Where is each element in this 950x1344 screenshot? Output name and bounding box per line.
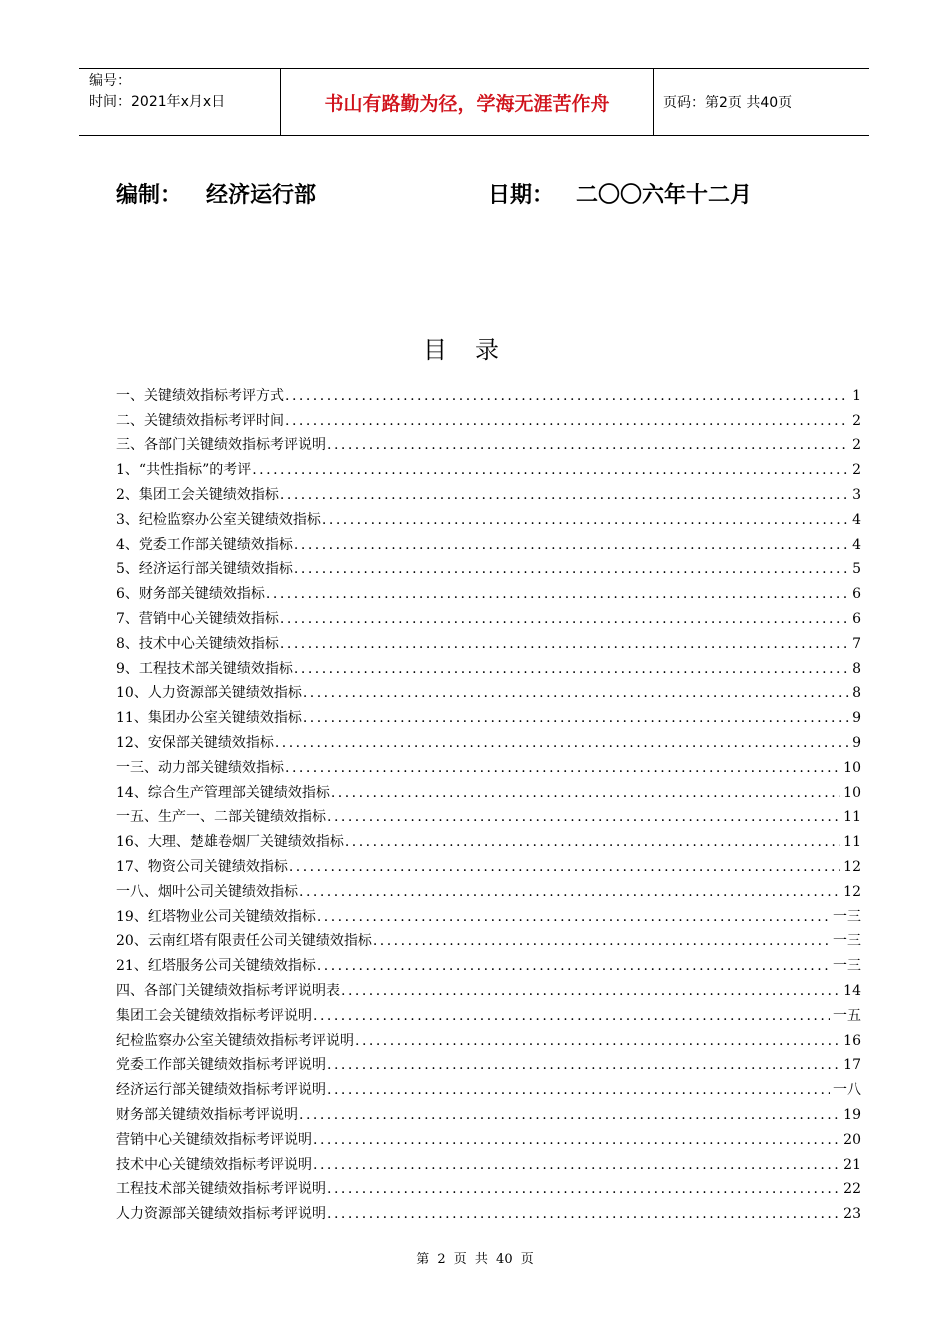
toc-entry-page: 21 — [843, 1156, 861, 1173]
toc-entry-page: 10 — [843, 759, 861, 776]
toc-entry-page: 3 — [852, 486, 861, 503]
toc-entry-title: 11、集团办公室关键绩效指标 — [116, 710, 302, 727]
toc-entry-page: 11 — [843, 834, 861, 851]
toc-entry-title: 营销中心关键绩效指标考评说明 — [116, 1131, 312, 1148]
toc-entry-title: 党委工作部关键绩效指标考评说明 — [116, 1057, 326, 1074]
toc-entry[interactable] — [116, 1099, 861, 1124]
toc-entry-title: 一三、动力部关键绩效指标 — [116, 759, 284, 776]
toc-entry-page: 12 — [843, 883, 861, 900]
toc-entry-page: 8 — [852, 685, 861, 702]
toc-leader-dots — [327, 1081, 830, 1099]
toc-entry[interactable] — [116, 504, 861, 529]
toc-entry[interactable] — [116, 1124, 861, 1149]
toc-leader-dots — [285, 412, 849, 430]
toc-entry-title: 财务部关键绩效指标考评说明 — [116, 1106, 298, 1123]
toc-title: 目录 — [423, 336, 527, 364]
toc-entry-title: 经济运行部关键绩效指标考评说明 — [116, 1082, 326, 1099]
header-meta — [79, 69, 281, 135]
toc-entry-page: 9 — [852, 734, 861, 751]
toc-leader-dots — [327, 436, 849, 454]
toc-entry[interactable] — [116, 430, 861, 455]
toc-entry-page: 19 — [843, 1106, 861, 1123]
toc-entry[interactable] — [116, 752, 861, 777]
toc-entry[interactable] — [116, 901, 861, 926]
toc-entry-page: 2 — [852, 462, 861, 479]
toc-leader-dots — [327, 1056, 840, 1074]
toc-entry[interactable] — [116, 826, 861, 851]
toc-leader-dots — [280, 486, 849, 504]
toc-entry[interactable] — [116, 1000, 861, 1025]
toc-entry-title: 7、营销中心关键绩效指标 — [116, 610, 279, 627]
toc-entry[interactable] — [116, 1050, 861, 1075]
toc-entry[interactable] — [116, 777, 861, 802]
toc-entry-title: 纪检监察办公室关键绩效指标考评说明 — [116, 1032, 354, 1049]
toc-leader-dots — [294, 560, 849, 578]
toc-entry-title: 8、技术中心关键绩效指标 — [116, 635, 279, 652]
toc-entry-page: 4 — [852, 536, 861, 553]
toc-entry-title: 2、集团工会关键绩效指标 — [116, 486, 279, 503]
toc-entry-title: 9、工程技术部关键绩效指标 — [116, 660, 293, 677]
toc-entry[interactable] — [116, 405, 861, 430]
toc-leader-dots — [313, 1156, 840, 1174]
document-header — [79, 68, 869, 136]
page-footer: 第 2 页 共 40 页 — [416, 1252, 534, 1267]
toc-leader-dots — [322, 511, 849, 529]
toc-leader-dots — [327, 1205, 840, 1223]
toc-entry[interactable] — [116, 802, 861, 827]
compiler-name: 经济运行部 — [206, 183, 317, 208]
toc-entry-page: 一八 — [833, 1082, 861, 1099]
toc-leader-dots — [355, 1032, 840, 1050]
toc-entry[interactable] — [116, 926, 861, 951]
date-label: 日期： — [488, 183, 555, 208]
toc-leader-dots — [327, 808, 840, 826]
toc-leader-dots — [285, 387, 849, 405]
toc-entry-title: 集团工会关键绩效指标考评说明 — [116, 1007, 312, 1024]
toc-entry-title: 5、经济运行部关键绩效指标 — [116, 561, 293, 578]
time-label: 时间：2021年x月x日 — [89, 94, 226, 110]
toc-entry-page: 6 — [852, 586, 861, 603]
toc-entry-page: 22 — [843, 1181, 861, 1198]
toc-entry[interactable] — [116, 702, 861, 727]
toc-entry[interactable] — [116, 1198, 861, 1223]
toc-entry[interactable] — [116, 653, 861, 678]
toc-entry[interactable] — [116, 454, 861, 479]
toc-entry-title: 17、物资公司关键绩效指标 — [116, 858, 288, 875]
toc-entry[interactable] — [116, 603, 861, 628]
toc-entry-title: 3、纪检监察办公室关键绩效指标 — [116, 511, 321, 528]
toc-leader-dots — [280, 635, 849, 653]
toc-entry-title: 四、各部门关键绩效指标考评说明表 — [116, 982, 340, 999]
table-of-contents — [116, 380, 861, 1223]
toc-entry-title: 21、红塔服务公司关键绩效指标 — [116, 958, 316, 975]
toc-leader-dots — [294, 536, 849, 554]
toc-entry-title: 工程技术部关键绩效指标考评说明 — [116, 1181, 326, 1198]
toc-entry[interactable] — [116, 628, 861, 653]
toc-entry-title: 4、党委工作部关键绩效指标 — [116, 536, 293, 553]
toc-leader-dots — [317, 908, 830, 926]
toc-leader-dots — [313, 1131, 840, 1149]
serial-label: 编号： — [89, 73, 131, 89]
compiler-label: 编制： — [116, 183, 183, 208]
toc-entry-page: 14 — [843, 982, 861, 999]
toc-entry-page: 2 — [852, 437, 861, 454]
toc-entry-title: 1、“共性指标”的考评 — [116, 462, 252, 479]
toc-entry[interactable] — [116, 727, 861, 752]
toc-entry[interactable] — [116, 529, 861, 554]
toc-entry[interactable] — [116, 380, 861, 405]
toc-leader-dots — [285, 759, 840, 777]
toc-entry-title: 10、人力资源部关键绩效指标 — [116, 685, 302, 702]
toc-leader-dots — [275, 734, 849, 752]
toc-leader-dots — [289, 858, 840, 876]
toc-entry-title: 20、云南红塔有限责任公司关键绩效指标 — [116, 933, 372, 950]
toc-entry-title: 一、关键绩效指标考评方式 — [116, 387, 284, 404]
toc-entry-title: 二、关键绩效指标考评时间 — [116, 412, 284, 429]
toc-entry-title: 14、综合生产管理部关键绩效指标 — [116, 784, 330, 801]
toc-entry-page: 5 — [852, 561, 861, 578]
toc-entry-title: 12、安保部关键绩效指标 — [116, 734, 274, 751]
toc-entry-page: 16 — [843, 1032, 861, 1049]
toc-leader-dots — [313, 1007, 830, 1025]
header-page-info: 页码：第2页 共40页 — [663, 95, 793, 111]
toc-leader-dots — [373, 932, 830, 950]
toc-leader-dots — [294, 660, 849, 678]
toc-entry[interactable] — [116, 1074, 861, 1099]
toc-entry-page: 一三 — [833, 933, 861, 950]
toc-entry-page: 10 — [843, 784, 861, 801]
toc-entry-page: 7 — [852, 635, 861, 652]
toc-entry-title: 一八、烟叶公司关键绩效指标 — [116, 883, 298, 900]
toc-entry-page: 1 — [852, 387, 861, 404]
header-motto: 书山有路勤为径，学海无涯苦作舟 — [281, 69, 654, 135]
toc-entry-page: 一三 — [833, 908, 861, 925]
toc-entry[interactable] — [116, 554, 861, 579]
toc-entry-title: 三、各部门关键绩效指标考评说明 — [116, 437, 326, 454]
toc-entry[interactable] — [116, 975, 861, 1000]
toc-leader-dots — [317, 957, 830, 975]
toc-leader-dots — [341, 982, 840, 1000]
toc-entry[interactable] — [116, 950, 861, 975]
toc-leader-dots — [303, 684, 849, 702]
toc-leader-dots — [299, 883, 840, 901]
toc-entry-page: 12 — [843, 858, 861, 875]
toc-leader-dots — [327, 1180, 840, 1198]
toc-entry-page: 8 — [852, 660, 861, 677]
toc-entry[interactable] — [116, 1149, 861, 1174]
toc-entry[interactable] — [116, 678, 861, 703]
toc-entry[interactable] — [116, 851, 861, 876]
toc-entry-page: 2 — [852, 412, 861, 429]
toc-entry-title: 一五、生产一、二部关键绩效指标 — [116, 809, 326, 826]
toc-entry[interactable] — [116, 578, 861, 603]
toc-entry-page: 一五 — [833, 1007, 861, 1024]
compile-line — [116, 178, 890, 212]
toc-entry-page: 20 — [843, 1131, 861, 1148]
toc-leader-dots — [303, 709, 849, 727]
date-value: 二〇〇六年十二月 — [576, 183, 753, 208]
toc-leader-dots — [331, 784, 840, 802]
toc-entry[interactable] — [116, 1025, 861, 1050]
toc-entry-page: 6 — [852, 610, 861, 627]
toc-entry-page: 一三 — [833, 958, 861, 975]
toc-entry-title: 6、财务部关键绩效指标 — [116, 586, 265, 603]
toc-entry-title: 19、红塔物业公司关键绩效指标 — [116, 908, 316, 925]
toc-entry-page: 9 — [852, 710, 861, 727]
toc-leader-dots — [280, 610, 849, 628]
toc-entry-title: 人力资源部关键绩效指标考评说明 — [116, 1206, 326, 1223]
toc-entry-page: 4 — [852, 511, 861, 528]
toc-entry-page: 17 — [843, 1057, 861, 1074]
toc-entry[interactable] — [116, 876, 861, 901]
toc-entry[interactable] — [116, 479, 861, 504]
toc-leader-dots — [345, 833, 840, 851]
toc-entry[interactable] — [116, 1174, 861, 1199]
toc-entry-page: 11 — [843, 809, 861, 826]
toc-entry-title: 技术中心关键绩效指标考评说明 — [116, 1156, 312, 1173]
toc-leader-dots — [299, 1106, 840, 1124]
toc-entry-page: 23 — [843, 1206, 861, 1223]
toc-leader-dots — [266, 585, 849, 603]
toc-leader-dots — [252, 461, 849, 479]
toc-entry-title: 16、大理、楚雄卷烟厂关键绩效指标 — [116, 834, 344, 851]
